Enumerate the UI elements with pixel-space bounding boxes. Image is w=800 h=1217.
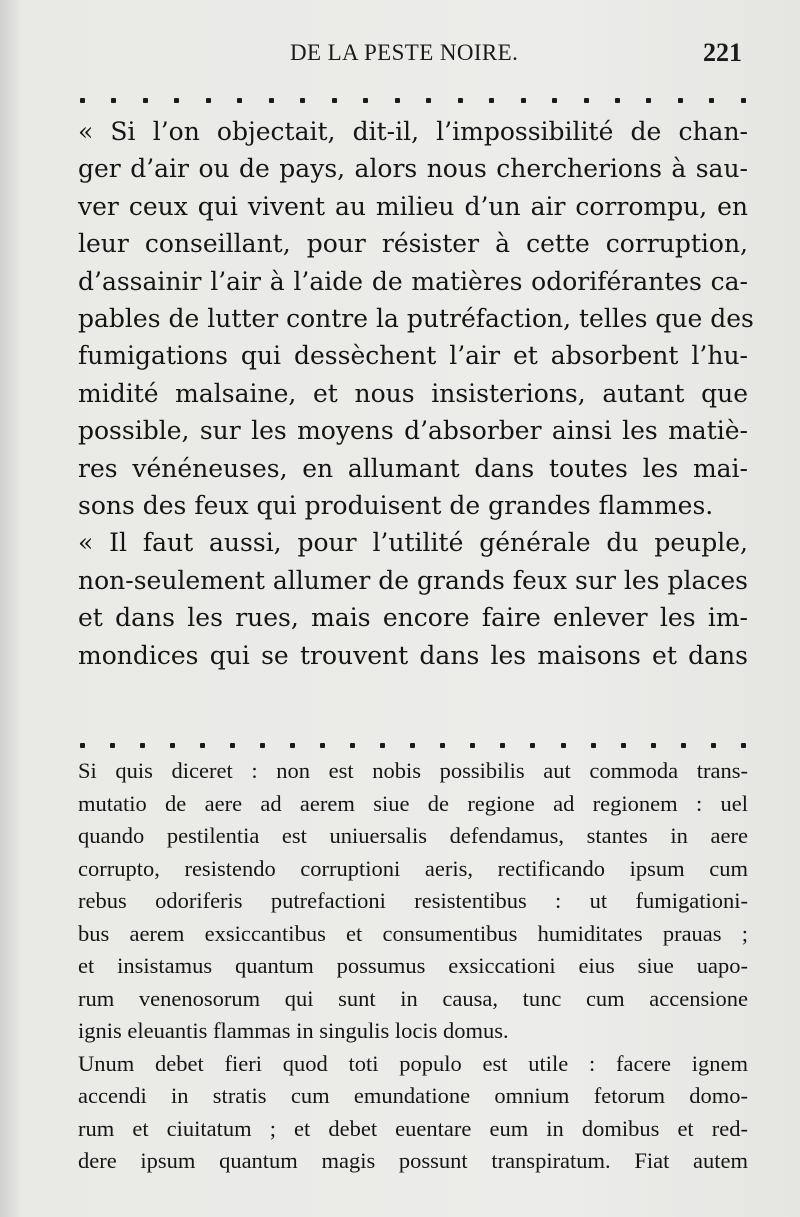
note-line: quando pestilentia est uniuersalis defendamus, stantes in aere (78, 823, 748, 848)
omission-dot (615, 98, 620, 103)
note-line: rebus odoriferis putrefactioni resistentibus : ut fumigationi- (78, 888, 748, 913)
omission-dot (410, 743, 415, 748)
omission-dot (584, 98, 589, 103)
omission-dot (741, 743, 746, 748)
omission-dot (458, 98, 463, 103)
note-line: rum et ciuitatum ; et debet euentare eum in domibus et red- (78, 1115, 748, 1141)
main-text-line: ver ceux qui vivent au milieu d’un air corrompu, en (78, 191, 748, 221)
omission-dot (711, 743, 716, 748)
omission-dot (440, 743, 445, 748)
omission-dot (200, 743, 205, 748)
omission-dot (230, 743, 235, 748)
omission-dot (426, 98, 431, 103)
main-text-line: possible, sur les moyens d’absorber ainsi les matiè- (78, 416, 748, 446)
latin-notes (78, 755, 748, 1178)
omission-dot (470, 743, 475, 748)
note-line: mutatio de aere ad aerem siue de regione ad regionem : uel (78, 790, 748, 816)
omission-dots-top (80, 98, 746, 103)
page-header (0, 38, 800, 74)
omission-dot (646, 98, 651, 103)
main-text-line: non-seulement allumer de grands feux sur les places (78, 565, 748, 595)
omission-dot (332, 98, 337, 103)
omission-dot (143, 98, 148, 103)
main-text-line: « Si l’on objectait, dit-il, l’impossibilité de chan- (78, 117, 748, 146)
omission-dot (140, 743, 145, 748)
note-line: dere ipsum quantum magis possunt transpiratum. Fiat autem (78, 1148, 748, 1173)
omission-dot (363, 98, 368, 103)
omission-dot (300, 98, 305, 103)
omission-dot (681, 743, 686, 748)
note-line: corrupto, resistendo corruptioni aeris, rectificando ipsum cum (78, 855, 748, 881)
omission-dot (110, 743, 115, 748)
omission-dot (621, 743, 626, 748)
main-text-line: et dans les rues, mais encore faire enlever les im- (78, 603, 748, 633)
omission-dot (530, 743, 535, 748)
omission-dot (290, 743, 295, 748)
note-line: ignis eleuantis flammas in singulis locis domus. (78, 1018, 509, 1043)
main-text-line: sons des feux qui produisent de grandes flammes. (78, 491, 714, 521)
omission-dot (350, 743, 355, 748)
omission-dot (741, 98, 746, 103)
omission-dot (489, 98, 494, 103)
note-line: bus aerem exsiccantibus et consumentibus humiditates prauas ; (78, 920, 748, 946)
omission-dot (269, 98, 274, 103)
omission-dot (521, 98, 526, 103)
omission-dot (678, 98, 683, 103)
note-line: Si quis diceret : non est nobis possibilis aut commoda trans- (78, 758, 748, 783)
main-text-line: leur conseillant, pour résister à cette corruption, (78, 229, 748, 259)
main-text-line: ger d’air ou de pays, alors nous chercherions à sau- (78, 154, 748, 184)
omission-dot (320, 743, 325, 748)
omission-dot (206, 98, 211, 103)
omission-dot (500, 743, 505, 748)
page-number: 221 (703, 38, 742, 67)
omission-dot (591, 743, 596, 748)
omission-dot (111, 98, 116, 103)
omission-dots-bottom (80, 743, 746, 748)
note-line: accendi in stratis cum emundatione omnium fetorum domo- (78, 1083, 748, 1108)
main-text-line: fumigations qui dessèchent l’air et absorbent l’hu- (78, 341, 748, 371)
main-text-line: « Il faut aussi, pour l’utilité générale du peuple, (78, 528, 748, 558)
main-text-line: res vénéneuses, en allumant dans toutes les mai- (78, 453, 748, 483)
omission-dot (561, 743, 566, 748)
omission-dot (174, 98, 179, 103)
omission-dot (552, 98, 557, 103)
main-text-line: midité malsaine, et nous insisterions, autant que (78, 378, 748, 408)
omission-dot (395, 98, 400, 103)
omission-dot (80, 743, 85, 748)
main-text-line: mondices qui se trouvent dans les maisons et dans (78, 640, 748, 670)
omission-dot (380, 743, 385, 748)
omission-dot (709, 98, 714, 103)
note-line: rum venenosorum qui sunt in causa, tunc cum accensione (78, 985, 748, 1011)
main-text-line: d’assainir l’air à l’aide de matières odoriférantes ca- (78, 266, 748, 296)
omission-dot (170, 743, 175, 748)
note-line: et insistamus quantum possumus exsiccationi eius siue uapo- (78, 953, 748, 978)
main-text-line: pables de lutter contre la putréfaction, telles que des (78, 304, 754, 334)
omission-dot (80, 98, 85, 103)
running-title: DE LA PESTE NOIRE. (290, 40, 519, 65)
omission-dot (237, 98, 242, 103)
note-line: Unum debet fieri quod toti populo est utile : facere ignem (78, 1050, 748, 1076)
main-text (78, 113, 754, 674)
omission-dot (651, 743, 656, 748)
omission-dot (260, 743, 265, 748)
